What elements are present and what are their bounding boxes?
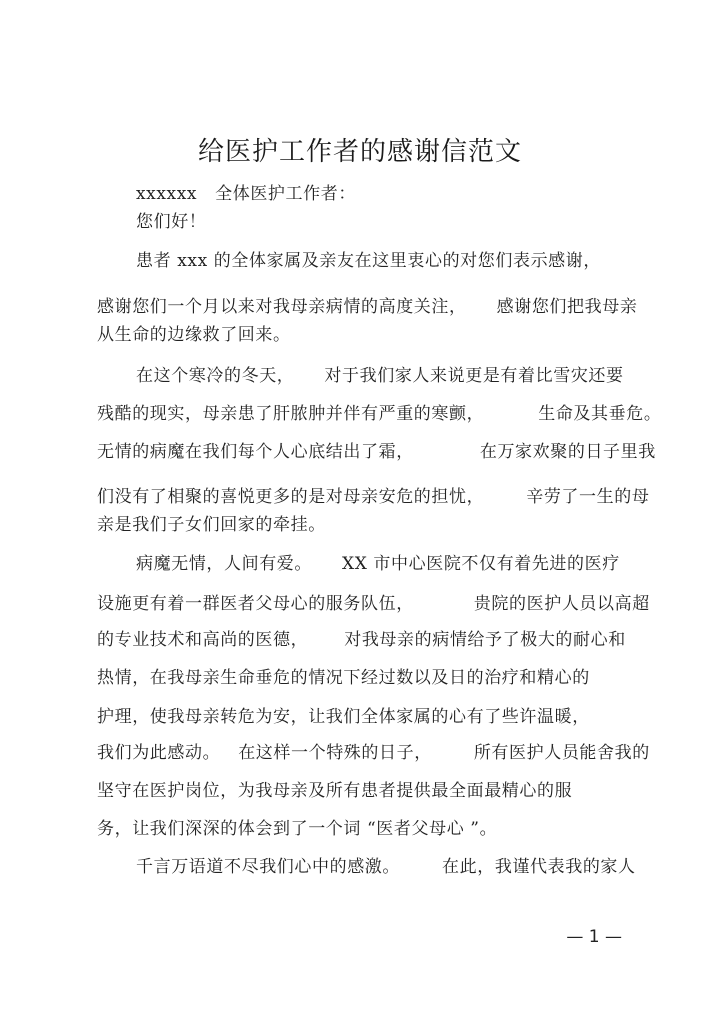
body-line: 我们为此感动。 在这样一个特殊的日子， 所有医护人员能舍我的	[97, 743, 650, 763]
body-line: 患者 xxx 的全体家属及亲友在这里衷心的对您们表示感谢，	[136, 251, 601, 271]
body-line: 务，让我们深深的体会到了一个词 “医者父母心 ”。	[97, 819, 498, 839]
body-line: 千言万语道不尽我们心中的感激。 在此，我谨代表我的家人	[136, 857, 636, 877]
body-line: 亲是我们子女们回家的牵挂。	[97, 515, 326, 535]
body-line: 残酷的现实，母亲患了肝脓肿并伴有严重的寒颤， 生命及其垂危。	[97, 404, 662, 424]
body-line: 坚守在医护岗位，为我母亲及所有患者提供最全面最精心的服	[97, 781, 573, 801]
greeting-line: 您们好！	[136, 212, 207, 232]
body-line: 的专业技术和高尚的医德， 对我母亲的病情给予了极大的耐心和	[97, 630, 626, 650]
body-line: 病魔无情，人间有爱。 XX 市中心医院不仅有着先进的医疗	[136, 554, 620, 574]
salutation-line: xxxxxx 全体医护工作者：	[136, 184, 356, 204]
body-line: 们没有了相聚的喜悦更多的是对母亲安危的担忧， 辛劳了一生的母	[97, 487, 650, 507]
body-line: 热情，在我母亲生命垂危的情况下经过数以及日的治疗和精心的	[97, 668, 590, 688]
document-title: 给医护工作者的感谢信范文	[197, 137, 522, 167]
body-line: 设施更有着一群医者父母心的服务队伍， 贵院的医护人员以高超	[97, 594, 650, 614]
body-line: 护理，使我母亲转危为安，让我们全体家属的心有了些许温暖，	[97, 707, 590, 727]
body-line: 在这个寒冷的冬天， 对于我们家人来说更是有着比雪灾还要	[136, 366, 624, 386]
body-line: 无情的病魔在我们每个人心底结出了霜， 在万家欢聚的日子里我	[97, 442, 656, 462]
body-line: 感谢您们一个月以来对我母亲病情的高度关注， 感谢您们把我母亲	[97, 297, 638, 317]
body-line: 从生命的边缘救了回来。	[97, 325, 291, 345]
page-number: — 1 —	[566, 927, 622, 947]
